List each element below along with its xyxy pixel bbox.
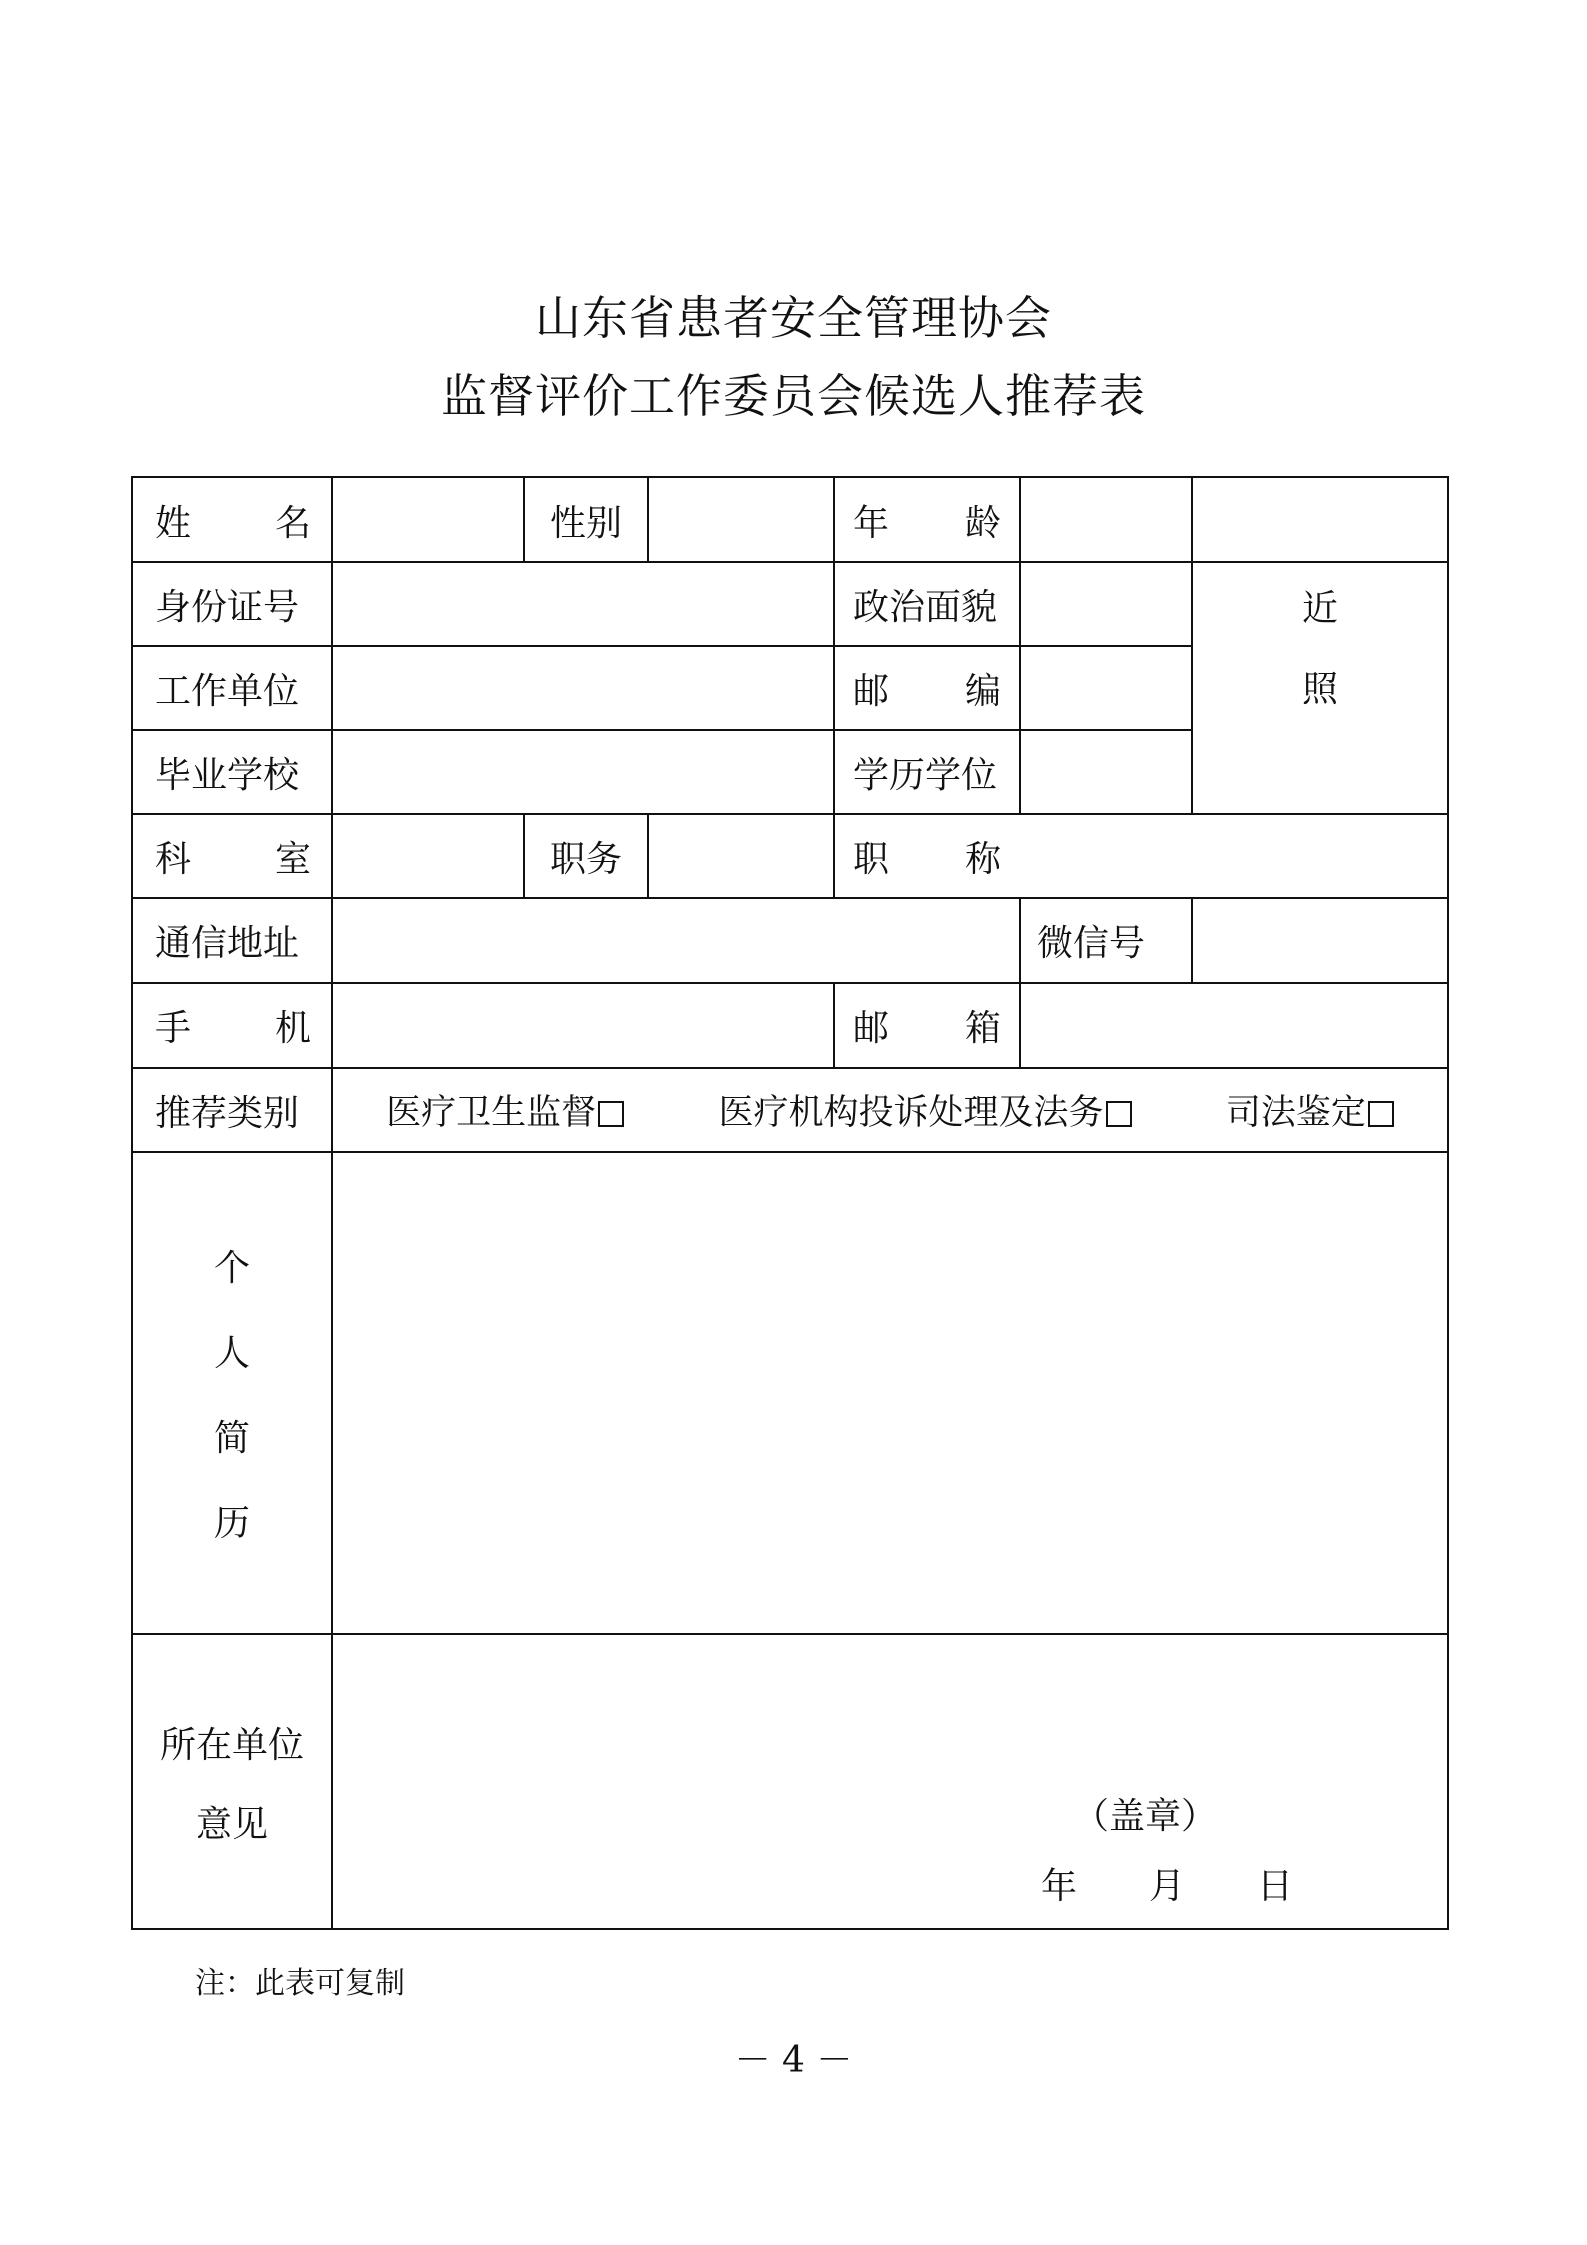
label-work-unit: 工作单位 <box>155 670 300 712</box>
checkbox-supervision[interactable] <box>598 1101 624 1127</box>
label-title-rank: 职 称 <box>853 838 1001 880</box>
resume-field[interactable] <box>333 1152 1447 1634</box>
title-rank-field[interactable] <box>1021 814 1447 898</box>
label-category: 推荐类别 <box>155 1092 300 1134</box>
label-name: 姓 名 <box>155 502 311 544</box>
category-option-forensic[interactable]: 司法鉴定 <box>1226 1085 1394 1135</box>
label-unit-opinion: 所在单位 意见 <box>159 1725 304 1845</box>
label-resume: 个 人 简 历 <box>213 1248 250 1544</box>
postcode-field[interactable] <box>1021 646 1191 730</box>
checkbox-forensic[interactable] <box>1368 1101 1394 1127</box>
category-option-supervision[interactable]: 医疗卫生监督 <box>386 1085 624 1135</box>
recommendation-form-table <box>131 476 1449 1930</box>
work-unit-field[interactable] <box>333 646 833 730</box>
label-postcode: 邮 编 <box>853 670 1001 712</box>
email-field[interactable] <box>1021 983 1447 1068</box>
label-mobile: 手 机 <box>155 1008 311 1049</box>
label-gender: 性别 <box>549 502 622 544</box>
page-number: － 4 － <box>734 2040 853 2081</box>
form-title-line1: 山东省患者安全管理协会 <box>535 291 1052 345</box>
category-option-complaint[interactable]: 医疗机构投诉处理及法务 <box>718 1085 1131 1135</box>
gender-field[interactable] <box>649 478 833 562</box>
footnote: 注：此表可复制 <box>195 1966 405 2001</box>
checkbox-complaint[interactable] <box>1106 1101 1132 1127</box>
label-wechat: 微信号 <box>1037 923 1146 964</box>
seal-label: （盖章） <box>1073 1795 1218 1837</box>
label-age: 年 龄 <box>853 502 1001 544</box>
date-line: 年 月 日 <box>1041 1865 1294 1907</box>
label-education: 学历学位 <box>853 754 998 796</box>
education-field[interactable] <box>1021 730 1191 814</box>
category-options <box>333 1068 1447 1152</box>
label-political: 政治面貌 <box>853 586 998 628</box>
age-field[interactable] <box>1021 478 1191 562</box>
position-field[interactable] <box>649 814 833 898</box>
wechat-field[interactable] <box>1193 898 1447 983</box>
label-position: 职务 <box>549 838 622 880</box>
label-address: 通信地址 <box>155 923 300 964</box>
photo-box[interactable]: 近 照 <box>1301 588 1338 710</box>
school-field[interactable] <box>333 730 833 814</box>
label-id-number: 身份证号 <box>155 586 300 628</box>
label-department: 科 室 <box>155 838 311 880</box>
name-field[interactable] <box>333 478 523 562</box>
label-email: 邮 箱 <box>853 1008 1001 1049</box>
political-field[interactable] <box>1021 562 1191 646</box>
address-field[interactable] <box>333 898 1019 983</box>
mobile-field[interactable] <box>333 983 833 1068</box>
label-school: 毕业学校 <box>155 754 300 796</box>
form-title-line2: 监督评价工作委员会候选人推荐表 <box>441 369 1146 423</box>
department-field[interactable] <box>333 814 523 898</box>
id-number-field[interactable] <box>333 562 833 646</box>
